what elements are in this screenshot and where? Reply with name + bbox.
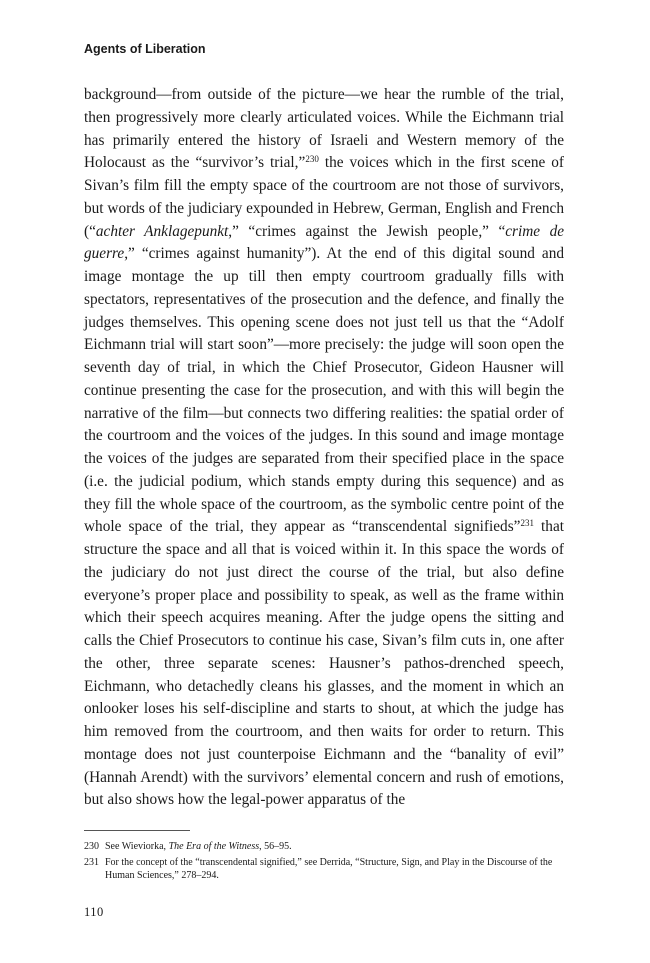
text-segment: background—from outside of the picture—we hear the rumble of the trial, then progressively more clearly articulated voices. While the Eichmann trial has primarily entered the history of Israeli and Western memory of the Holocaust as the “survivor’s trial,” [84,86,564,172]
body-text [84,84,564,812]
text-segment: that structure the space and all that is voiced within it. In this space the words of the judiciary do not just direct the course of the trial, but also define everyone’s proper place and possibility to speak, as well as the frame within which their speech acquires meaning. After the judge opens the sitting and calls the Chief Prosecutors to continue his case, Sivan’s film cuts in, one after the other, three separate scenes: Hausner’s pathos-drenched speech, Eichmann, who detachedly cleans his glasses, and the moment in which an onlooker loses his self-discipline and starts to shout, at which the judge has him removed from the courtroom, and then waits for order to return. This montage does not just counterpoise Eichmann and the “banality of evil” (Hannah Arendt) with the survivors’ elemental concern and rush of emotions, but also shows how the legal-power apparatus of the [84,518,564,809]
italic-term: achter Anklagepunkt [95,222,229,240]
footnote-reference[interactable]: 231 [520,518,534,529]
footnote-number: 230 [84,841,99,852]
footnote-separator [84,830,190,831]
page-number: 110 [84,905,104,919]
footnote-text: For the concept of the “transcendental signified,” see Derrida, “Structure, Sign, and Play in the Discourse of the Human Sciences,” 278–294. [105,856,553,881]
text-segment: ,” “crimes against the Jewish people,” “ [228,222,506,240]
footnote-number: 231 [84,856,99,868]
footnote [84,840,564,854]
cited-title: The Era of the Witness [168,841,260,852]
footnote [84,856,564,883]
footnote-reference[interactable]: 230 [305,154,319,165]
footnotes [84,840,564,885]
footnote-text-segment: , 56–95. [259,841,292,852]
italic-term: crime de guerre [84,222,565,263]
footnote-text [105,840,564,854]
footnote-text-segment: See Wieviorka, [105,841,169,852]
text-segment: ,” “crimes against humanity”). At the end of this digital sound and image montage the up till then empty courtroom gradually fills with spectators, representatives of the prosecution and the defence, and finally the judges themselves. This opening scene does not just tell us that the “Adolf Eichmann trial will start soon”—more precisely: the judge will soon open the seventh day of trial, in which the Chief Prosecutor, Gideon Hausner will continue presenting the case for the prosecution, and with this will begin the narrative of the film—but connects two differing realities: the spatial order of the courtroom and the voices of the judges. In this sound and image montage the voices of the judges are separated from their specified place in the space (i.e. the judicial podium, which stands empty during this sequence) and as they fill the whole space of the courtroom, as the symbolic centre point of the whole space of the trial, they appear as “transcendental signifieds” [84,245,564,536]
running-head: Agents of Liberation [84,42,206,56]
body-paragraph [84,84,564,812]
text-segment: the voices which in the first scene of Sivan’s film fill the empty space of the courtroom are not those of survivors, but words of the judiciary expounded in Hebrew, German, English and French (“ [84,154,565,240]
